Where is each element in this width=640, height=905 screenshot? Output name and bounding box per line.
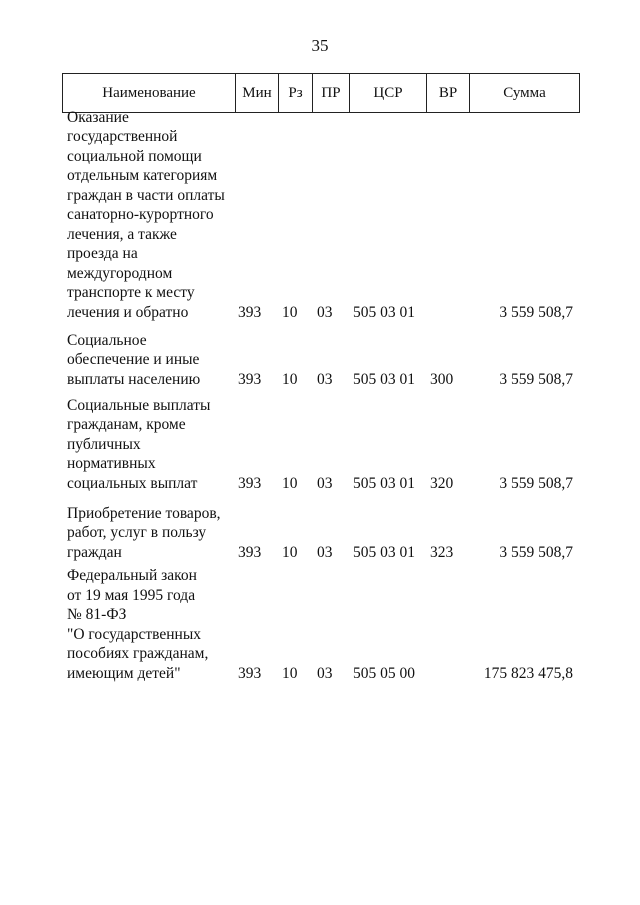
row-name-line: Оказание xyxy=(67,108,129,126)
row-vr: 320 xyxy=(430,474,454,492)
row-name-line: Федеральный закон xyxy=(67,567,197,584)
row-min: 393 xyxy=(238,303,262,321)
row-name-line: Приобретение товаров, xyxy=(67,504,221,522)
row-name-line: Социальные выплаты xyxy=(67,396,211,414)
row-sum: 175 823 475,8 xyxy=(483,664,573,682)
row-name-line: обеспечение и иные xyxy=(67,351,200,368)
header-csr: ЦСР xyxy=(350,74,427,113)
row-name xyxy=(67,566,237,683)
row-pr: 03 xyxy=(317,370,333,388)
row-csr: 505 03 01 xyxy=(353,303,415,321)
row-rz: 10 xyxy=(282,664,298,682)
row-rz: 10 xyxy=(282,474,298,492)
row-name-line: транспорте к месту xyxy=(67,284,195,301)
row-name-line: нормативных xyxy=(67,455,156,472)
row-name-line: № 81-ФЗ xyxy=(67,606,127,623)
row-name-line: граждан в части оплаты xyxy=(67,186,225,204)
row-name-line: социальной помощи xyxy=(67,147,202,165)
header-pr: ПР xyxy=(313,74,350,113)
row-name-line: Социальное xyxy=(67,331,147,349)
row-sum: 3 559 508,7 xyxy=(499,543,573,561)
row-name-line: выплаты населению xyxy=(67,370,201,388)
header-name: Наименование xyxy=(63,74,236,113)
page-number: 35 xyxy=(311,36,329,55)
row-csr: 505 03 01 xyxy=(353,370,415,388)
row-vr: 300 xyxy=(430,370,454,388)
row-pr: 03 xyxy=(317,664,333,682)
table-row xyxy=(0,108,640,323)
row-name-line: санаторно-курортного xyxy=(67,206,214,223)
row-name-line: отдельным категориям xyxy=(67,167,218,184)
row-name-line: социальных выплат xyxy=(67,474,198,492)
row-sum: 3 559 508,7 xyxy=(499,474,573,492)
row-name xyxy=(67,331,237,390)
row-rz: 10 xyxy=(282,303,298,321)
row-min: 393 xyxy=(238,474,262,492)
row-sum: 3 559 508,7 xyxy=(499,370,573,388)
row-min: 393 xyxy=(238,543,262,561)
row-min: 393 xyxy=(238,664,262,682)
row-pr: 03 xyxy=(317,474,333,492)
row-name-line: имеющим детей" xyxy=(67,664,181,682)
row-name-line: междугородном xyxy=(67,264,173,282)
header-vr: ВР xyxy=(427,74,470,113)
row-name-line: лечения, а также xyxy=(67,225,177,243)
table-row xyxy=(0,504,640,563)
header-rz: Рз xyxy=(279,74,313,113)
row-name xyxy=(67,108,237,323)
row-name-line: проезда на xyxy=(67,245,138,262)
row-name-line: публичных xyxy=(67,435,141,453)
row-pr: 03 xyxy=(317,543,333,561)
row-name xyxy=(67,504,237,563)
row-name-line: лечения и обратно xyxy=(67,303,189,321)
table-row xyxy=(0,331,640,390)
row-name-line: пособиях гражданам, xyxy=(67,645,209,662)
row-vr: 323 xyxy=(430,543,454,561)
row-csr: 505 03 01 xyxy=(353,474,415,492)
row-min: 393 xyxy=(238,370,262,388)
row-name xyxy=(67,396,237,494)
row-name-line: государственной xyxy=(67,128,178,145)
row-rz: 10 xyxy=(282,370,298,388)
row-pr: 03 xyxy=(317,303,333,321)
header-min: Мин xyxy=(236,74,279,113)
table-row xyxy=(0,566,640,683)
row-rz: 10 xyxy=(282,543,298,561)
row-name-line: от 19 мая 1995 года xyxy=(67,586,196,604)
table-row xyxy=(0,396,640,494)
row-name-line: граждан xyxy=(67,543,122,561)
row-csr: 505 05 00 xyxy=(353,664,415,682)
row-csr: 505 03 01 xyxy=(353,543,415,561)
row-sum: 3 559 508,7 xyxy=(499,303,573,321)
row-name-line: гражданам, кроме xyxy=(67,416,186,433)
row-name-line: "О государственных xyxy=(67,625,201,643)
row-name-line: работ, услуг в пользу xyxy=(67,524,207,541)
header-sum: Сумма xyxy=(470,74,580,113)
